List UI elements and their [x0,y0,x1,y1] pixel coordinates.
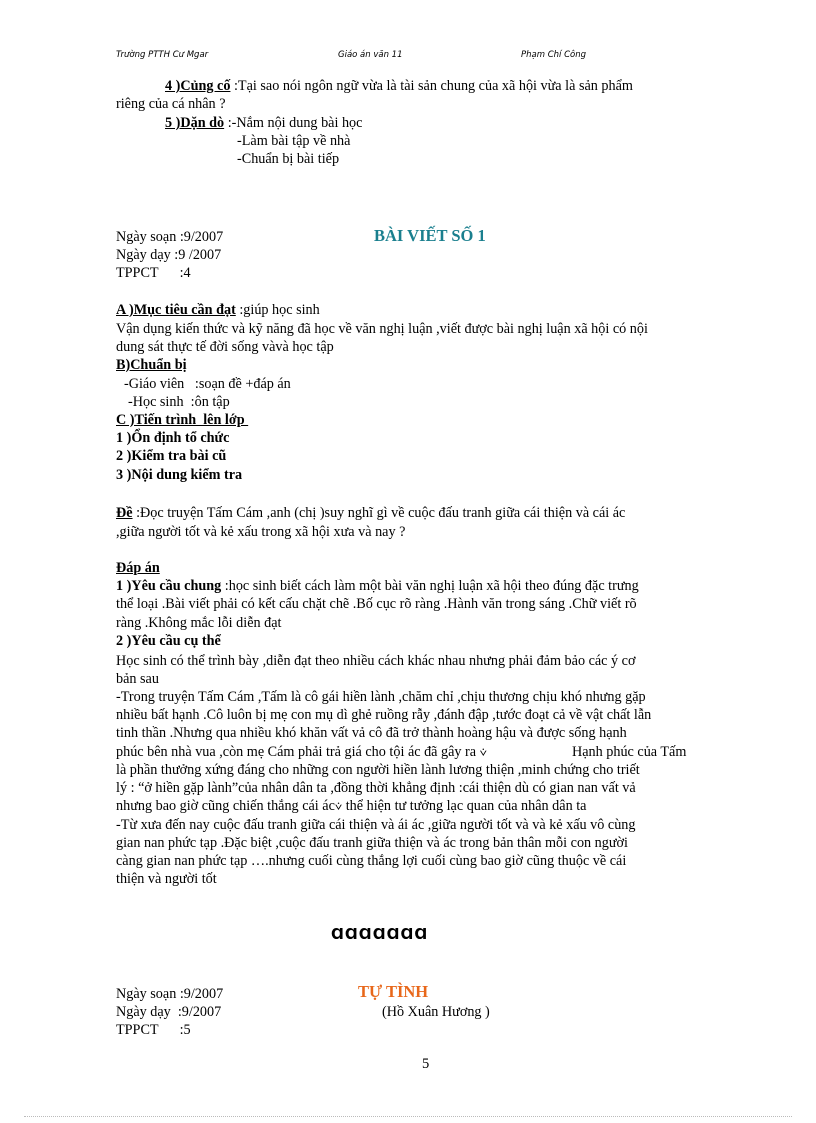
body-line: -Trong truyện Tấm Cám ,Tấm là cô gái hiền lành ,chăm chỉ ,chịu thương chịu khó nhưng gặp [116,689,646,705]
separator-ornament: ⱭⱭⱭⱭⱭⱭⱭ [331,925,429,943]
chuanbi-label: B)Chuẩn bị [116,357,187,373]
tientrinh-label: C )Tiến trình lên lớp [116,412,249,428]
body-line: bản sau [116,671,159,687]
yc-chung-text: :học sinh biết cách làm một bài văn nghị luận xã hội theo đúng đặc trưng [221,578,639,594]
lesson1-title: BÀI VIẾT SỐ 1 [374,226,486,245]
yc-chung-text: thể loại .Bài viết phải có kết cấu chặt chẽ .Bố cục rõ ràng .Hành văn trong sáng .Chữ viết rõ [116,596,637,612]
step: 1 )Ổn định tổ chức [116,430,230,446]
body-line: thiện và người tốt [116,871,217,887]
body-line [116,797,586,815]
body-line: lý : “ở hiền gặp lành”của nhân dân ta ,đồng thời khẳng định :cái thiện dù có gian nan vất vả [116,780,636,796]
yc-cuthe-label: 2 )Yêu cầu cụ thể [116,633,221,649]
body-line: Học sinh có thể trình bày ,diễn đạt theo nhiều cách khác nhau nhưng phải đảm bảo các ý cơ [116,653,636,669]
muctieu-line: Vận dụng kiến thức và kỹ năng đã học về văn nghị luận ,viết được bài nghị luận xã hội có nội [116,321,648,337]
muctieu-label: A )Mục tiêu cần đạt [116,302,236,318]
body-text: thể hiện tư tưởng lạc quan của nhân dân ta [342,798,587,814]
dando-line [165,114,362,132]
cungco-line [165,77,633,95]
body-line-tail: Hạnh phúc của Tấm [572,744,687,760]
lesson2-date-soan: Ngày soạn :9/2007 [116,986,224,1002]
cungco-text: :Tại sao nói ngôn ngữ vừa là tài sản chung của xã hội vừa là sản phẩm [230,78,633,94]
yc-chung-label: 1 )Yêu cầu chung [116,578,222,594]
step: 3 )Nội dung kiểm tra [116,467,243,483]
de-text: ,giữa người tốt và kẻ xấu trong xã hội xưa và nay ? [116,524,406,540]
body-line: tinh thần .Nhưng qua nhiều khó khăn vất vả cô đã trở thành hoàng hậu và được sống hạnh [116,725,627,741]
arrow-icon: ⩒ [334,799,343,813]
chuanbi-item: -Giáo viên :soạn đề +đáp án [124,376,291,392]
yc-chung-line [116,577,639,595]
de-label: Đề [116,505,133,521]
dando-label: 5 )Dặn dò [165,115,225,131]
body-line: càng gian nan phức tạp ….nhưng cuối cùng thắng lợi cuối cùng bao giờ cũng thuộc về cái [116,853,627,869]
header-school: Trường PTTH Cư Mgar [116,50,209,60]
body-line [116,743,487,761]
body-line: gian nan phức tạp .Đặc biệt ,cuộc đấu tranh giữa thiện và ác trong bản thân mỗi con người [116,835,628,851]
dando-item: -Chuẩn bị bài tiếp [237,151,340,167]
page-divider [24,1116,792,1117]
dando-item: -Làm bài tập về nhà [237,133,351,149]
muctieu-text: :giúp học sinh [235,302,320,318]
body-text: nhưng bao giờ cũng chiến thắng cái ác [116,798,335,814]
chuanbi-item: -Học sinh :ôn tập [128,394,230,410]
lesson2-date-day: Ngày dạy :9/2007 [116,1004,222,1020]
lesson1-date-day: Ngày dạy :9 /2007 [116,247,222,263]
de-text: :Đọc truyện Tấm Cám ,anh (chị )suy nghĩ gì về cuộc đấu tranh giữa cái thiện và cái ác [132,505,626,521]
lesson2-title: TỰ TÌNH [358,982,429,1001]
de-line [116,504,625,522]
lesson2-author: (Hồ Xuân Hương ) [382,1004,490,1020]
dando-item: :-Nắm nội dung bài học [224,115,363,131]
body-line: là phần thưởng xứng đáng cho những con người hiền lành lương thiện ,minh chứng cho triết [116,762,640,778]
cungco-label: 4 )Củng cố [165,78,231,94]
header-subject: Giáo án văn 11 [338,50,403,60]
step: 2 )Kiểm tra bài cũ [116,448,227,464]
muctieu-line [116,301,320,319]
yc-chung-text: ràng .Không mắc lỗi diễn đạt [116,615,282,631]
dapan-label: Đáp án [116,560,160,576]
lesson1-tppct: TPPCT :4 [116,265,191,281]
cungco-text2: riêng của cá nhân ? [116,96,226,112]
lesson2-tppct: TPPCT :5 [116,1022,191,1038]
body-line: -Từ xưa đến nay cuộc đấu tranh giữa cái thiện và ái ác ,giữa người tốt và và kẻ xấu vô cùng [116,817,636,833]
page-number: 5 [422,1056,430,1072]
muctieu-line: dung sát thực tế đời sống vàvà học tập [116,339,334,355]
header-teacher: Phạm Chí Công [521,50,587,60]
body-text: phúc bên nhà vua ,còn mẹ Cám phải trả giá cho tội ác đã gây ra [116,744,477,760]
arrow-icon: ⩒ [479,745,487,759]
body-line: nhiều bất hạnh .Cô luôn bị mẹ con mụ dì ghẻ ruồng rẫy ,đánh đập ,tước đoạt cả về vật chất lẫn [116,707,652,723]
lesson1-date-soan: Ngày soạn :9/2007 [116,229,224,245]
